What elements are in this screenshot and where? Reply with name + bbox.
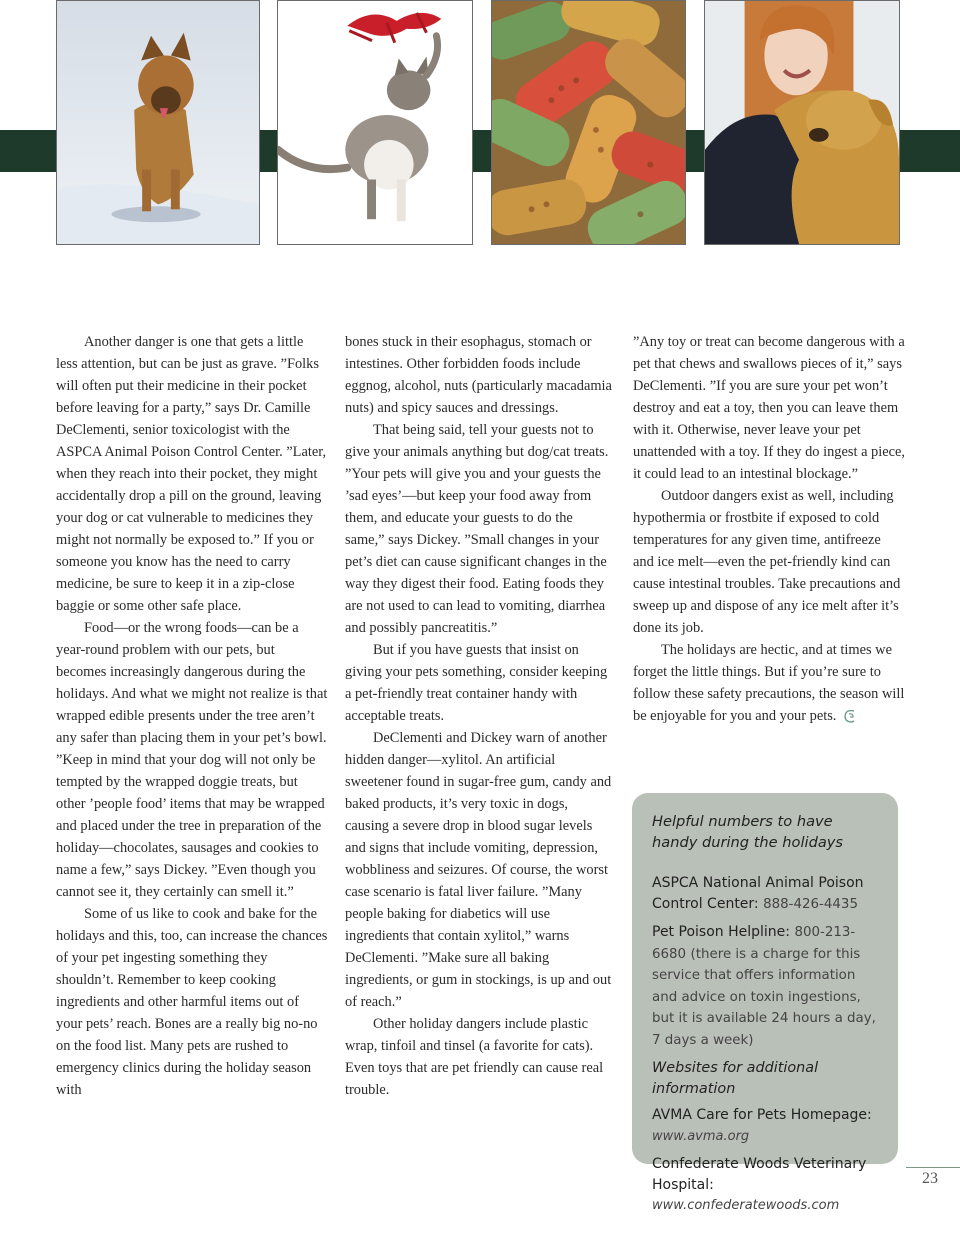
page-number-rule	[906, 1167, 960, 1168]
article-column-2	[345, 331, 613, 1101]
paragraph: Food—or the wrong foods—can be a year-round problem with our pets, but becomes increasingly dangerous during the holidays. And what we might not realize is that wrapped edible presents under the tree aren’t any safer than placing them in your pet’s bowl. ”Keep in mind that your dog will not only be tempted by the wrapped doggie treats, but other ’people food’ items that may be wrapped and placed under the tree in preparation of the holiday—chocolates, sausages and cookies to name a few,” says Dickey. ”Even though you cannot see it, they certainly can smell it.”	[56, 620, 328, 900]
cw-link[interactable]: www.confederatewoods.com	[652, 1198, 840, 1213]
photo-kitten-with-tinsel	[277, 0, 473, 245]
avma-link[interactable]: www.avma.org	[652, 1128, 750, 1144]
photo-dog-in-snow	[56, 0, 260, 245]
paragraph: That being said, tell your guests not to give your animals anything but dog/cat treats. ”Your pets will give you and your guests the ’sad eyes’—but keep your food away from them, and educate your guests to do the same,” says Dickey. ”Small changes in your pet’s diet can cause significant changes in the way they digest their food. Eating foods they are not used to can lead to vomiting, diarrhea and possibly pancreatitis.”	[345, 422, 609, 636]
article-column-3	[633, 331, 905, 727]
paragraph: But if you have guests that insist on giving your pets something, consider keeping a pet-friendly treat container handy with acceptable treats.	[345, 642, 608, 724]
confederate-woods-entry	[652, 1154, 880, 1217]
helpline-label: Pet Poison Helpline:	[652, 924, 790, 940]
avma-label: AVMA Care for Pets Homepage:	[652, 1107, 872, 1123]
avma-entry	[652, 1105, 880, 1147]
paragraph: Some of us like to cook and bake for the holidays and this, too, can increase the chances of your pet ingesting something they shouldn’t. Remember to keep cooking ingredients and other harmful items out of your pets’ reach. Bones are a really big no-no on the food list. Many pets are rushed to emergency clinics during the holiday season with	[56, 906, 328, 1098]
paragraph: Outdoor dangers exist as well, including hypothermia or frostbite if exposed to cold temperatures for any given time, antifreeze and ice melt—even the pet-friendly kind can cause intestinal troubles. Take precautions and sweep up and dispose of any ice melt after it’s done its job.	[633, 488, 901, 636]
paragraph: DeClementi and Dickey warn of another hidden danger—xylitol. An artificial sweetener found in sugar-free gum, candy and baked products, it’s very toxic in dogs, causing a severe drop in blood sugar levels and signs that include vomiting, depression, wobbliness and seizures. Of course, the worst case scenario is fatal liver failure. ”Many people baking for diabetics will use ingredients that contain xylitol,” warns DeClementi. ”Make sure all baking ingredients, or gum in stockings, is up and out of reach.”	[345, 730, 612, 1010]
helpline-entry	[652, 922, 880, 1051]
aspca-label: ASPCA National Animal Poison Control Center:	[652, 875, 864, 912]
helpline-note: (there is a charge for this service that offers information and advice on toxin ingestions, but it is available 24 hours a day, 7 days a week)	[652, 946, 876, 1048]
paragraph: Another danger is one that gets a little less attention, but can be just as grave. ”Folks will often put their medicine in their pocket before leaving for a party,” says Dr. Camille DeClementi, senior toxicologist with the ASPCA Animal Poison Control Center. ”Later, when they reach into their pocket, they might accidentally drop a pill on the ground, leaving your dog or cat vulnerable to medicines they might not normally be exposed to.” If you or someone you know has the need to carry medicine, be sure to keep it in a zip-close baggie or some other safe place.	[56, 334, 327, 614]
photo-woman-with-dog	[704, 0, 900, 245]
cw-label: Confederate Woods Veterinary Hospital:	[652, 1156, 867, 1193]
websites-heading: Websites for additional information	[652, 1060, 819, 1097]
helpline-phone: 800-213-6680	[652, 925, 856, 962]
aspca-phone: 888-426-4435	[763, 896, 858, 912]
page-number: 23	[922, 1170, 938, 1187]
paragraph: ”Any toy or treat can become dangerous with a pet that chews and swallows pieces of it,” says DeClementi. ”If you are sure your pet won’t destroy and eat a toy, then you can leave them with it. Otherwise, never leave your pet unattended with a toy. If they do ingest a piece, it could lead to an intestinal blockage.”	[633, 334, 906, 482]
paragraph: Other holiday dangers include plastic wrap, tinfoil and tinsel (a favorite for cats). Even toys that are pet friendly can cause real trouble.	[345, 1016, 604, 1098]
helpful-numbers-box	[632, 793, 898, 1213]
paragraph-final	[633, 639, 905, 727]
paragraph-final-text: The holidays are hectic, and at times we forget the little things. But if you’re sure to follow these safety precautions, the season will be enjoyable for you and your pets.	[633, 642, 905, 724]
end-of-article-icon	[842, 708, 858, 724]
photo-dog-biscuits	[491, 0, 686, 245]
article-column-1	[56, 331, 328, 1101]
aspca-entry	[652, 873, 880, 915]
paragraph: bones stuck in their esophagus, stomach or intestines. Other forbidden foods include eggnog, alcohol, nuts (particularly macadamia nuts) and spicy sauces and dressings.	[345, 334, 612, 416]
sidebar-heading: Helpful numbers to have handy during the holidays	[652, 813, 844, 851]
